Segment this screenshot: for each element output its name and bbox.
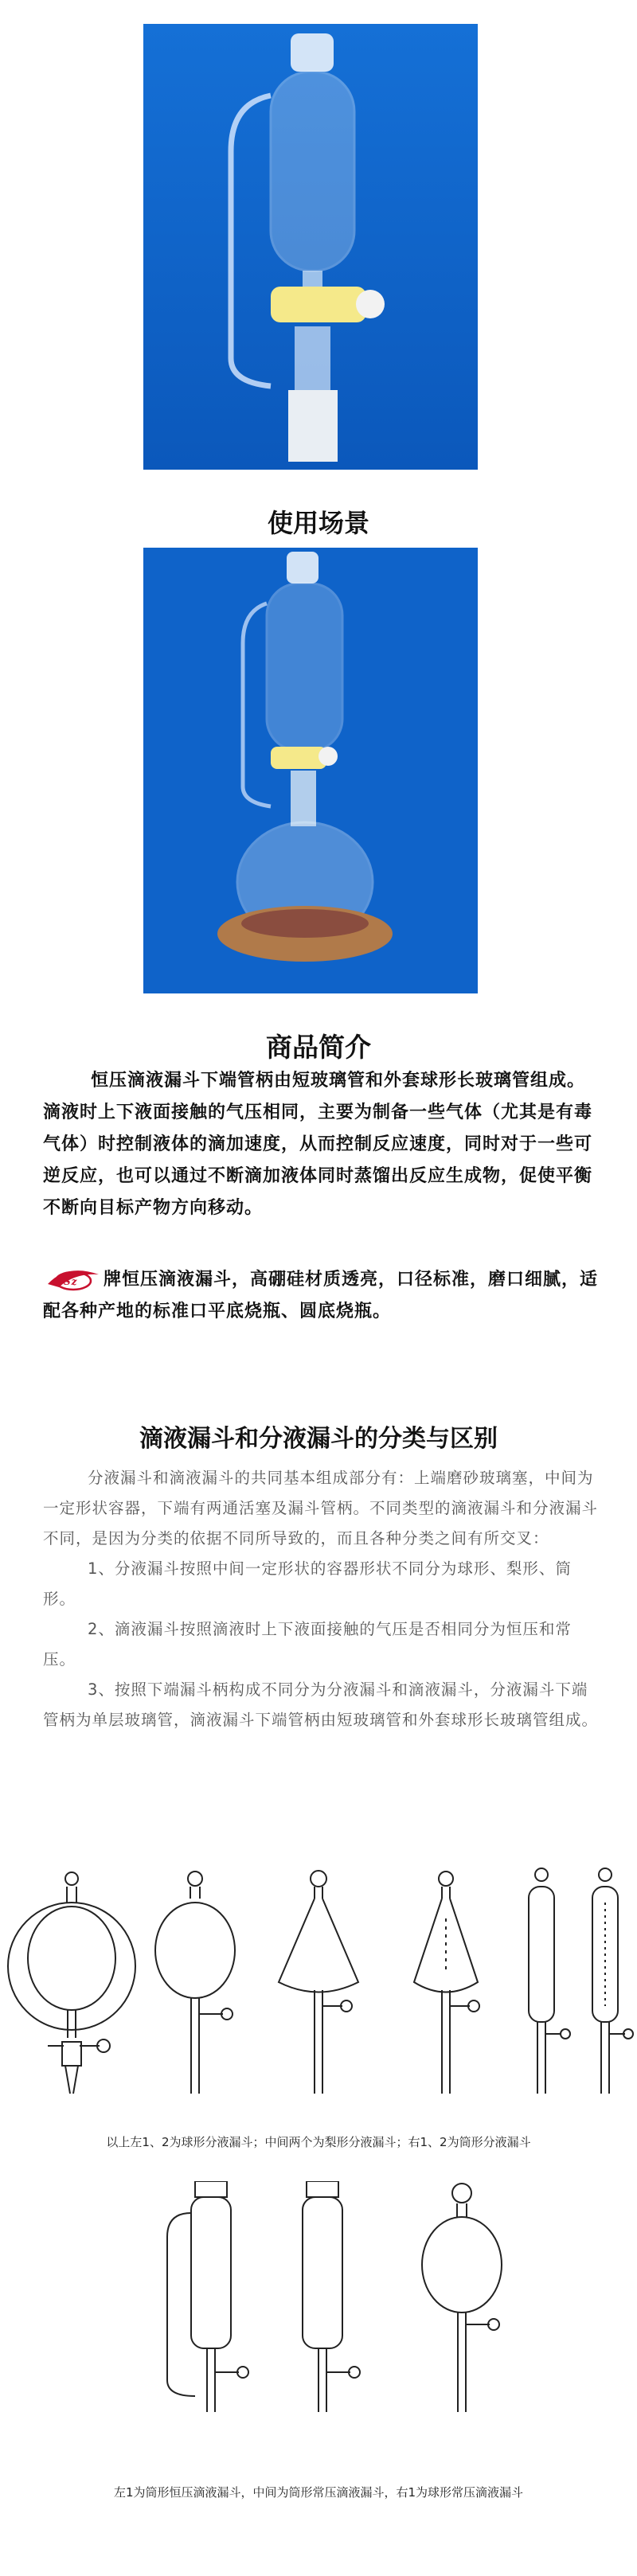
constant-pressure-cylinder-funnel-diagram: [167, 2181, 248, 2412]
intro-paragraph: 恒压滴液漏斗下端管柄由短玻璃管和外套球形长玻璃管组成。滴液时上下液面接触的气压相同，主要为制备一些气体（尤其是有毒气体）时控制液体的滴加速度，从而控制反应速度，同时对于一些可逆反应，也可以通过不断滴加液体同时蒸馏出反应生成物，促使平衡不断向目标产物方向移动。: [43, 1071, 593, 1218]
cylinder-dropping-funnel-diagram: [303, 2181, 360, 2412]
intro-heading: 商品简介: [266, 1032, 371, 1063]
classification-paragraph: 2、滴液漏斗按照滴液时上下液面接触的气压是否相同分为恒压和常压。: [43, 1620, 572, 1669]
classification-paragraph: 1、分液漏斗按照中间一定形状的容器形状不同分为球形、梨形、筒形。: [43, 1559, 572, 1608]
diagram-caption-2: 左1为筒形恒压滴液漏斗，中间为筒形常压滴液漏斗，右1为球形常压滴液漏斗: [113, 2485, 524, 2500]
svg-text:Sz: Sz: [64, 1276, 78, 1287]
brand-logo: [43, 1267, 104, 1294]
diagram-caption-1: 以上左1、2为球形分液漏斗；中间两个为梨形分液漏斗；右1、2为筒形分液漏斗: [106, 2135, 531, 2149]
brand-paragraph: [43, 1264, 600, 1328]
funnel-diagram-row-2: [0, 2181, 637, 2420]
pear-funnel-diagram: [414, 1872, 479, 2094]
pear-funnel-diagram: [279, 1871, 358, 2094]
scene-heading: 使用场景: [267, 508, 369, 538]
classification-heading: 滴液漏斗和分液漏斗的分类与区别: [139, 1425, 498, 1453]
cylinder-funnel-diagram: [529, 1868, 570, 2094]
funnel-diagram-row-1: [0, 1863, 637, 2102]
product-photo-funnel: [143, 24, 478, 470]
classification-paragraph: 分液漏斗和滴液漏斗的共同基本组成部分有：上端磨砂玻璃塞，中间为一定形状容器，下端有两通活塞及漏斗管柄。不同类型的滴液漏斗和分液漏斗不同，是因为分类的依据不同所导致的，而且各种分类之间有所交叉：: [43, 1469, 599, 1548]
usage-scene-photo: [143, 548, 478, 993]
brand-text: 牌恒压滴液漏斗，高硼硅材质透亮，口径标准，磨口细腻，适配各种产地的标准口平底烧瓶、圆底烧瓶。: [43, 1270, 599, 1321]
globe-funnel-diagram: [8, 1872, 135, 2094]
globe-funnel-diagram: [155, 1872, 235, 2094]
cylinder-funnel-diagram: [592, 1868, 633, 2094]
globe-dropping-funnel-diagram: [422, 2184, 502, 2412]
classification-paragraph: 3、按照下端漏斗柄构成不同分为分液漏斗和滴液漏斗，分液漏斗下端管柄为单层玻璃管，滴液漏斗下端管柄由短玻璃管和外套球形长玻璃管组成。: [43, 1680, 599, 1729]
classification-text: [43, 1463, 600, 1735]
